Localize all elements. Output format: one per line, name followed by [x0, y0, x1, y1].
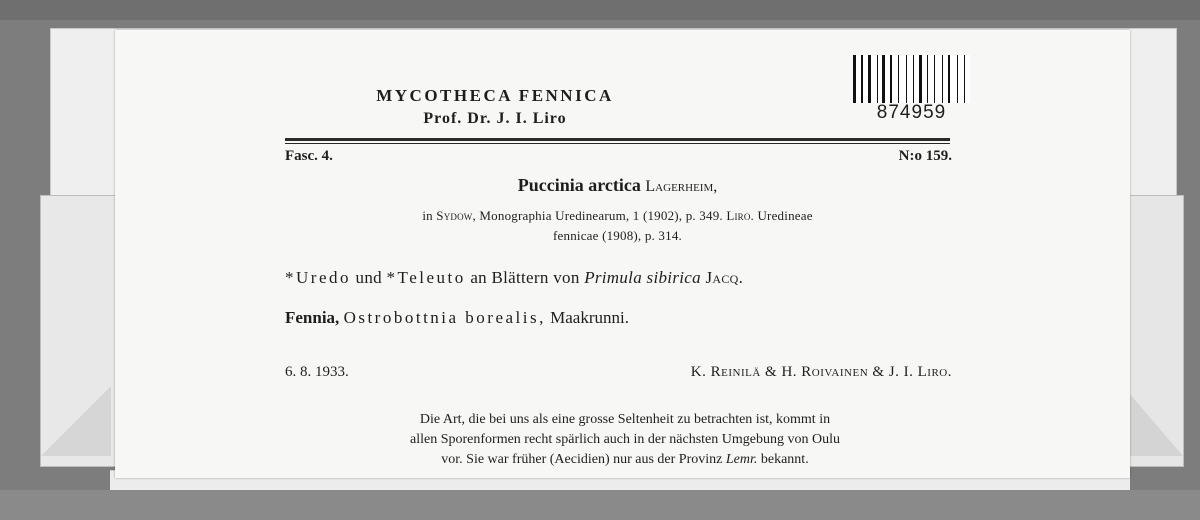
host-conjunction: und [355, 268, 382, 287]
barcode-bar [952, 55, 955, 103]
barcode-bar [937, 55, 940, 103]
barcode-bar [858, 55, 859, 103]
specimen-label [115, 30, 1130, 478]
barcode-image [853, 55, 970, 103]
citation-text-line2: fennicae (1908), p. 314. [553, 228, 682, 243]
header-rule [285, 138, 950, 141]
collection-title: MYCOTHECA FENNICA [376, 86, 614, 105]
barcode-bar [967, 55, 970, 103]
barcode-bar [853, 55, 856, 103]
host-plant-name: Primula sibirica [584, 268, 701, 287]
literature-citation [285, 206, 950, 246]
collectors: K. Reinilä & H. Roivainen & J. I. Liro. [690, 364, 952, 380]
species-line [285, 175, 950, 196]
note-line: allen Sporenformen recht spärlich auch in der nächsten Umgebung von Oulu [410, 432, 840, 447]
barcode-bar [913, 55, 914, 103]
locality-line [285, 308, 629, 328]
background-bottom [0, 490, 1200, 520]
locality-country: Fennia, [285, 308, 340, 327]
barcode-bar [865, 55, 866, 103]
host-plant-authority: Jacq. [705, 268, 744, 287]
barcode-bar [960, 55, 962, 103]
barcode-bar [887, 55, 888, 103]
specimen-number: N:o 159. [898, 148, 952, 164]
barcode-bar [877, 55, 878, 103]
barcode-bar [945, 55, 946, 103]
barcode-bar [868, 55, 871, 103]
note-text: vor. Sie war früher (Aecidien) nur aus der Provinz [441, 452, 726, 467]
barcode-bar [890, 55, 892, 103]
note-paragraph [285, 410, 965, 470]
barcode-bar [882, 55, 885, 103]
locality-province: Ostrobottnia borealis, [343, 308, 546, 327]
barcode-bar [906, 55, 907, 103]
collection-editor: Prof. Dr. J. I. Liro [423, 110, 567, 127]
citation-text: in [422, 208, 437, 223]
fascicle-number: Fasc. 4. [285, 148, 333, 164]
spore-stage-uredo: *Uredo [285, 268, 351, 287]
barcode-bar [927, 55, 928, 103]
barcode-bar [861, 55, 863, 103]
barcode-bar [942, 55, 943, 103]
host-text: an Blättern von [470, 268, 580, 287]
barcode-bar [909, 55, 911, 103]
note-province: Lemr. [725, 452, 758, 467]
barcode-bar [919, 55, 922, 103]
header-rule-thin [285, 143, 950, 144]
note-text: bekannt. [757, 452, 809, 467]
barcode-bar [873, 55, 875, 103]
citation-text: Uredineae [754, 208, 813, 223]
barcode-bar [898, 55, 899, 103]
citation-author-sydow: Sydow, [436, 208, 476, 223]
barcode-number: 874959 [876, 102, 947, 123]
background-top [0, 0, 1200, 20]
barcode-bar [934, 55, 935, 103]
barcode-bar [957, 55, 958, 103]
note-line: Die Art, die bei uns als eine grosse Seltenheit zu betrachten ist, kommt in [419, 412, 831, 427]
barcode-bar [930, 55, 932, 103]
collection-date: 6. 8. 1933. [285, 364, 349, 380]
barcode-bar [901, 55, 904, 103]
barcode-bar [964, 55, 965, 103]
spore-stage-teleuto: *Teleuto [386, 268, 466, 287]
note-line [285, 450, 965, 470]
barcode-bar [894, 55, 896, 103]
host-line [285, 268, 743, 288]
barcode-bar [948, 55, 950, 103]
barcode-bar [924, 55, 926, 103]
citation-text: Monographia Uredinearum, 1 (1902), p. 349. [475, 208, 727, 223]
species-name: Puccinia arctica [517, 175, 641, 195]
locality-place: Maakrunni. [550, 308, 629, 327]
citation-author-liro: Liro. [726, 208, 755, 223]
barcode-bar [916, 55, 917, 103]
species-authority: Lagerheim, [645, 178, 718, 195]
barcode-bar [879, 55, 880, 103]
